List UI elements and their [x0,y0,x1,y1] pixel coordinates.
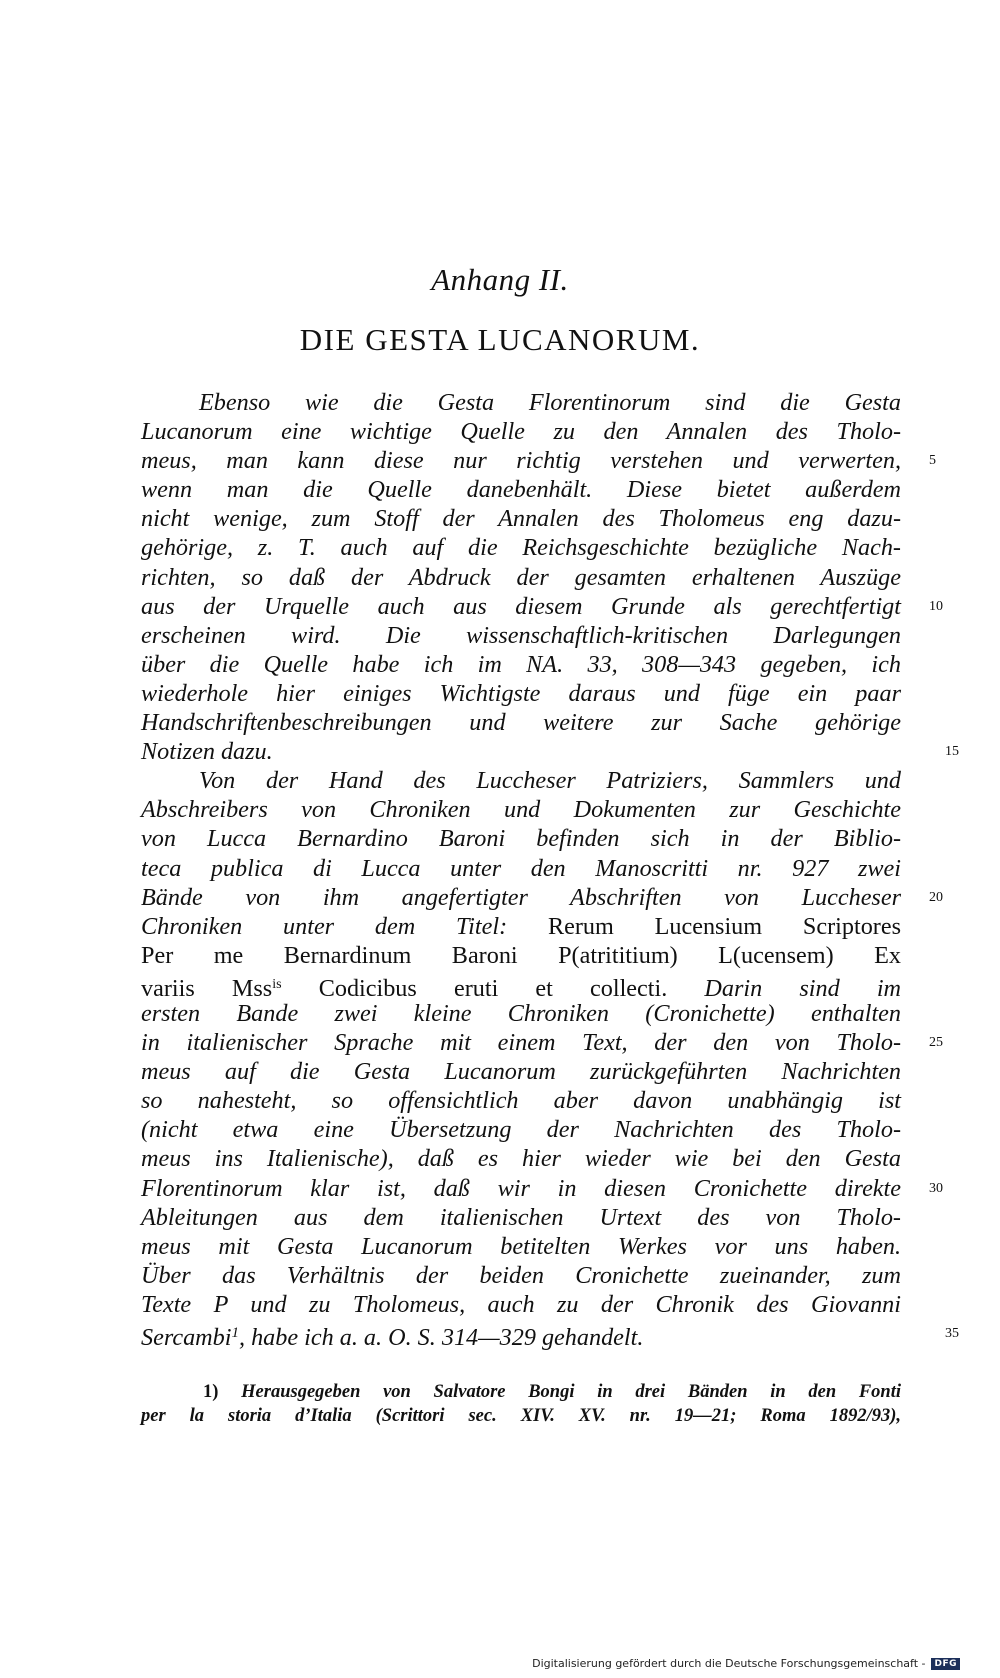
text-line-content: Florentinorum klar ist, daß wir in diesen Cronichette direkte [141,1174,901,1202]
text-line [141,883,943,912]
line-number: 35 [945,1326,959,1341]
footnote [141,1380,901,1428]
text-line: meus mit Gesta Lucanorum betitelten Werkes vor uns haben. [141,1232,901,1260]
text-line: erscheinen wird. Die wissenschaftlich-kritischen Darlegungen [141,621,901,649]
text-line: meus ins Italienische), daß es hier wieder wie bei den Gesta [141,1145,901,1173]
line-number: 5 [929,453,936,469]
footnote-reference: 1 [231,1325,239,1341]
line-number: 15 [945,744,959,760]
text-line-content: aus der Urquelle auch aus diesem Grunde als gerechtfertigt [141,592,901,620]
text-line: Lucanorum eine wichtige Quelle zu den Annalen des Tholo- [141,418,901,446]
chapter-title: DIE GESTA LUCANORUM. [299,322,701,357]
digitization-credit [532,1657,960,1670]
text-line-content: Darin sind im [704,974,902,1002]
text-line-content: Sercambi [141,1324,232,1351]
text-line-content: Rerum Lucensium Scriptores [547,912,901,940]
text-line: so nahesteht, so offensichtlich aber davon unabhängig ist [141,1087,901,1115]
text-line: ersten Bande zwei kleine Chroniken (Cronichette) enthalten [141,999,901,1027]
text-line-content: Chroniken unter dem Titel: [141,912,508,940]
text-line [141,1319,959,1351]
text-line-content: Bände von ihm angefertigter Abschriften von Luccheser [141,883,901,911]
text-line: teca publica di Lucca unter den Manoscritti nr. 927 zwei [141,854,901,882]
text-line: Ebenso wie die Gesta Florentinorum sind die Gesta [199,389,901,416]
text-line: Abschreibers von Chroniken und Dokumenten zur Geschichte [141,796,901,824]
text-line: nicht wenige, zum Stoff der Annalen des Tholomeus eng dazu- [141,505,901,533]
text-line: wiederhole hier einiges Wichtigste daraus und füge ein paar [141,679,901,707]
appendix-heading: Anhang II. [431,262,569,297]
text-line [141,1174,943,1203]
credit-text: Digitalisierung gefördert durch die Deutsche Forschungsgemeinschaft - [532,1657,926,1670]
text-line [141,737,959,766]
text-line: Von der Hand des Luccheser Patriziers, Sammlers und [199,767,901,795]
text-line: Handschriftenbeschreibungen und weitere zur Sache gehörige [141,709,901,737]
line-number: 25 [929,1035,943,1051]
footnote-marker: 1) [203,1382,219,1402]
text-line: von Lucca Bernardino Baroni befinden sich in der Biblio- [141,825,901,853]
line-number: 10 [929,598,943,614]
text-line: Über das Verhältnis der beiden Cronichette zueinander, zum [141,1261,901,1289]
text-line [141,912,901,941]
text-line [141,1028,943,1057]
text-line: meus auf die Gesta Lucanorum zurückgeführten Nachrichten [141,1058,901,1086]
text-line: über die Quelle habe ich im NA. 33, 308—343 gegeben, ich [141,650,901,678]
text-line-content: meus, man kann diese nur richtig verstehen und verwerten, [141,447,901,475]
line-number: 30 [929,1180,943,1196]
text-line: gehörige, z. T. auch auf die Reichsgeschichte bezügliche Nach- [141,534,901,562]
text-line-content: variis Mss [141,974,273,1002]
text-line: Per me Bernardinum Baroni P(atrititium) L(ucensem) Ex [141,941,901,969]
text-line: Ableitungen aus dem italienischen Urtext des von Tholo- [141,1203,901,1231]
text-line-content: Notizen dazu. [141,738,273,766]
text-line-content: in italienischer Sprache mit einem Text, der den von Tholo- [141,1029,901,1057]
text-line-content: Codicibus eruti et collecti. [318,974,668,1002]
text-line [141,446,936,475]
body-text [141,388,959,1351]
footnote-line [141,1380,901,1404]
text-line-content: , habe ich a. a. O. S. 314—329 gehandelt. [238,1324,644,1351]
superscript: is [272,976,282,992]
text-line: (nicht etwa eine Übersetzung der Nachrichten des Tholo- [141,1116,901,1144]
dfg-logo: DFG [931,1658,960,1670]
text-line: wenn man die Quelle danebenhält. Diese bietet außerdem [141,476,901,504]
text-line [141,970,902,1002]
text-line: richten, so daß der Abdruck der gesamten erhaltenen Auszüge [141,563,901,591]
text-line: Texte P und zu Tholomeus, auch zu der Chronik des Giovanni [141,1290,901,1318]
text-line [141,592,943,621]
footnote-line: per la storia d’Italia (Scrittori sec. XIV. XV. nr. 19—21; Roma 1892/93), [141,1406,901,1426]
line-number: 20 [929,889,943,905]
footnote-text: Herausgegeben von Salvatore Bongi in drei Bänden in den Fonti [241,1382,902,1402]
